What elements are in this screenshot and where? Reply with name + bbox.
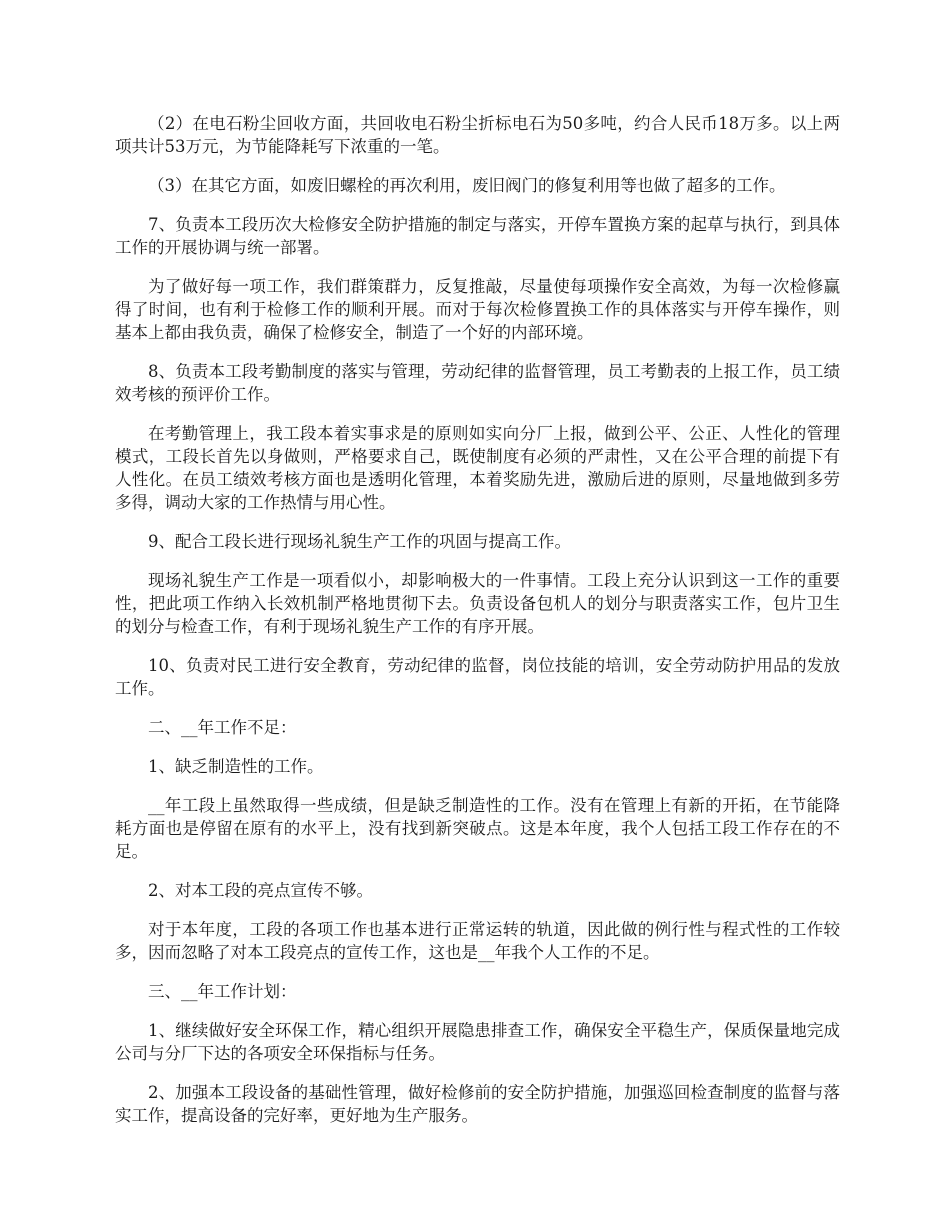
shortcoming-2-detail: 对于本年度，工段的各项工作也基本进行正常运转的轨道，因此做的例行性与程式性的工作较多，因而忽略了对本工段亮点的宣传工作，这也是__年我个人工作的不足。 — [115, 920, 840, 962]
shortcoming-2-title: 2、对本工段的亮点宣传不够。 — [148, 881, 373, 900]
paragraph-item-7: 7、负责本工段历次大检修安全防护措施的制定与落实，开停车置换方案的起草与执行，到具体工作的开展协调与统一部署。 — [115, 215, 840, 257]
paragraph-item-8-detail: 在考勤管理上，我工段本着实事求是的原则如实向分厂上报，做到公平、公正、人性化的管理模式，工段长首先以身做则，严格要求自己，既使制度有必须的严肃性，又在公平合理的前提下有人性化。在员工绩效考核方面也是透明化管理，本着奖励先进，激励后进的原则，尽量地做到多劳多得，调动大家的工作热情与用心性。 — [115, 424, 840, 512]
document-body — [115, 112, 840, 1143]
plan-item-2: 2、加强本工段设备的基础性管理，做好检修前的安全防护措施，加强巡回检查制度的监督与落实工作，提高设备的完好率，更好地为生产服务。 — [115, 1083, 840, 1125]
paragraph-item-9-detail: 现场礼貌生产工作是一项看似小，却影响极大的一件事情。工段上充分认识到这一工作的重要性，把此项工作纳入长效机制严格地贯彻下去。负责设备包机人的划分与职责落实工作，包片卫生的划分与检查工作，有利于现场礼貌生产工作的有序开展。 — [115, 571, 840, 636]
section-heading-plan: 三、__年工作计划： — [148, 982, 297, 1001]
shortcoming-1-title: 1、缺乏制造性的工作。 — [148, 757, 324, 776]
paragraph-item-10: 10、负责对民工进行安全教育，劳动纪律的监督，岗位技能的培训，安全劳动防护用品的发放工作。 — [115, 656, 840, 698]
shortcoming-1-detail: __年工段上虽然取得一些成绩，但是缺乏制造性的工作。没有在管理上有新的开拓，在节能降耗方面也是停留在原有的水平上，没有找到新突破点。这是本年度，我个人包括工段工作存在的不足。 — [115, 796, 840, 861]
paragraph-item-9: 9、配合工段长进行现场礼貌生产工作的巩固与提高工作。 — [148, 532, 571, 551]
paragraph-item-8: 8、负责本工段考勤制度的落实与管理，劳动纪律的监督管理，员工考勤表的上报工作，员工绩效考核的预评价工作。 — [115, 362, 840, 404]
paragraph-other-aspects: （3）在其它方面，如废旧螺栓的再次利用，废旧阀门的修复利用等也做了超多的工作。 — [148, 176, 786, 195]
plan-item-1: 1、继续做好安全环保工作，精心组织开展隐患排查工作，确保安全平稳生产，保质保量地完成公司与分厂下达的各项安全环保指标与任务。 — [115, 1021, 840, 1063]
section-heading-shortcomings: 二、__年工作不足： — [148, 718, 297, 737]
paragraph-recovery-carbide: （2）在电石粉尘回收方面，共回收电石粉尘折标电石为50多吨，约合人民币18万多。以上两项共计53万元，为节能降耗写下浓重的一笔。 — [115, 114, 840, 156]
paragraph-item-7-detail: 为了做好每一项工作，我们群策群力，反复推敲，尽量使每项操作安全高效，为每一次检修赢得了时间，也有利于检修工作的顺利开展。而对于每次检修置换工作的具体落实与开停车操作，则基本上都由我负责，确保了检修安全，制造了一个好的内部环境。 — [115, 277, 840, 342]
